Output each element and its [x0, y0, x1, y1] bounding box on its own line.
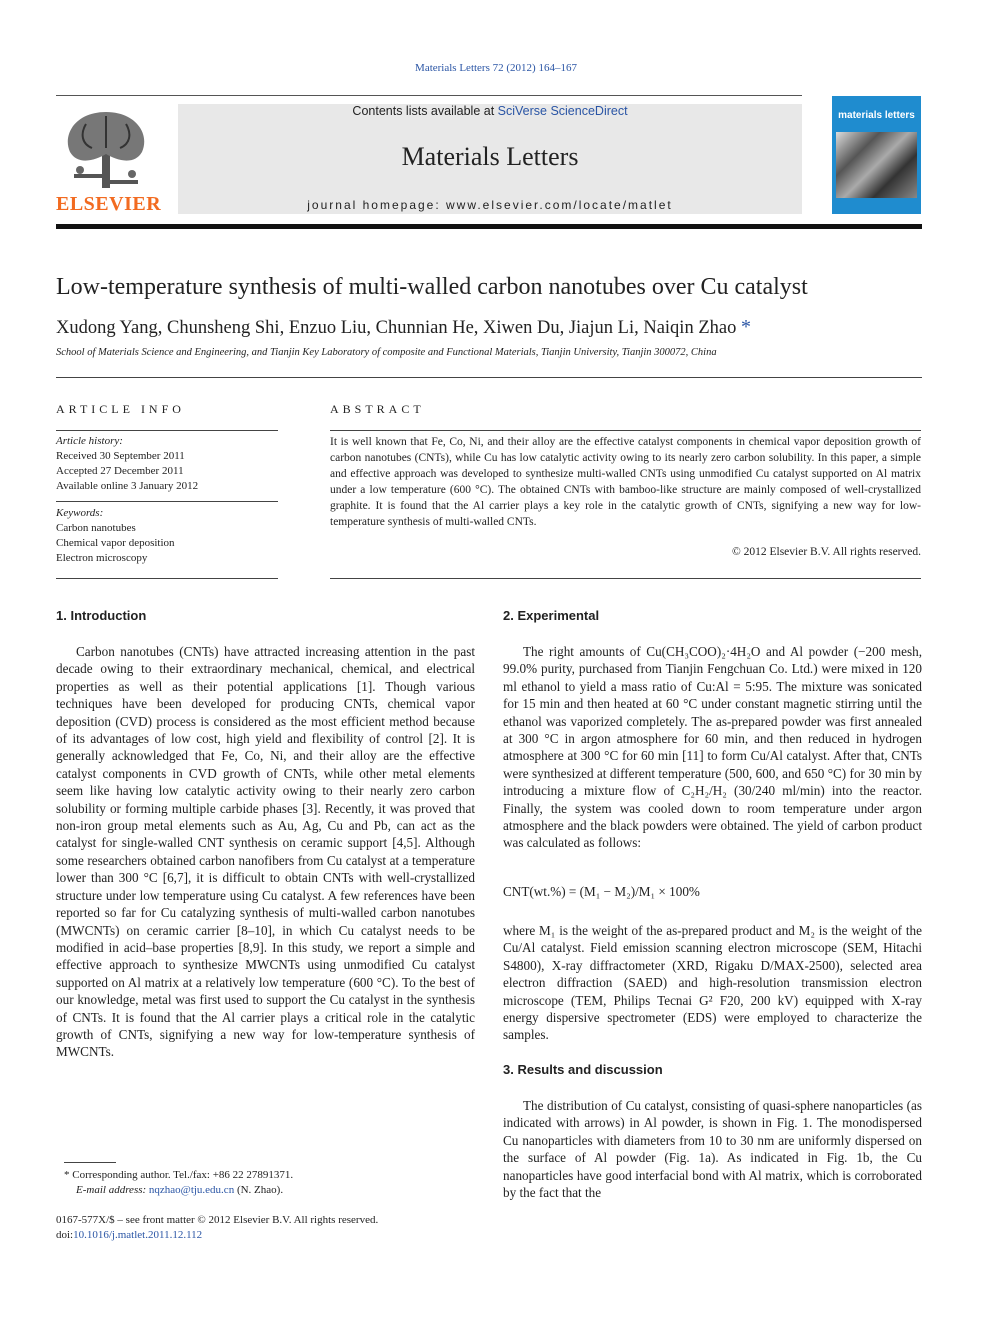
elsevier-logo[interactable] [56, 104, 162, 215]
doi-line [56, 1228, 378, 1243]
authors-text: Xudong Yang, Chunsheng Shi, Enzuo Liu, Chunnian He, Xiwen Du, Jiajun Li, Naiqin Zhao [56, 318, 737, 338]
accepted-date: Accepted 27 December 2011 [56, 465, 184, 477]
article-title: Low-temperature synthesis of multi-walled carbon nanotubes over Cu catalyst [56, 274, 808, 300]
journal-citation[interactable]: Materials Letters 72 (2012) 164–167 [415, 62, 577, 74]
keywords-rule [56, 501, 278, 502]
doi-link[interactable]: 10.1016/j.matlet.2011.12.112 [73, 1229, 203, 1241]
experimental-paragraph: The right amounts of Cu(CH₃COO)₂·4H₂O and Al powder (−200 mesh, 99.0% purity, purchased from Tianjin Fengchuan Co. Ltd.) were mixed in 120 ml ethanol to yield a mass ratio of Cu:Al = 5:95. The mixture was sonicated for 15 min and then heated at 60 °C under constant magnetic stirring until the ethanol was vaporized completely. The as-prepared powder was first annealed at 300 °C in argon atmosphere for 60 min, and then reduced in hydrogen atmosphere at 300 °C for 60 min [11] to form Cu/Al catalyst. After that, CNTs were synthesized at different temperature (500, 600, and 650 °C) for 30 min by introducing a mixture flow of C₂H₂/H₂ (30/240 ml/min) into the reactor. Finally, the system was cooled down to room temperature under argon atmosphere and the black powders were obtained. The yield of carbon product was calculated as follows: [503, 644, 922, 851]
corresponding-author-mark[interactable]: * [740, 316, 751, 338]
experimental-body-2 [503, 922, 922, 1044]
experimental-paragraph-2: where M₁ is the weight of the as-prepared product and M₂ is the weight of the Cu/Al catalyst. Field emission scanning electron microscope (SEM, Hitachi S4800), X-ray diffractometer (XRD, Rigaku D/MAX-2500), selected area electron diffraction (SAED) and high-resolution transmission electron microscope (TEM, Philips Tecnai G² F20, 200 kV) equipped with X-ray energy dispersive spectrometer (EDS) were employed to characterize the samples. [503, 923, 922, 1043]
abstract-top-rule [330, 430, 921, 431]
yield-equation: CNT(wt.%) = (M₁ − M₂)/M₁ × 100% [503, 884, 700, 899]
article-history [56, 434, 278, 494]
abstract-text: It is well known that Fe, Co, Ni, and their alloy are the effective catalyst components in chemical vapor deposition growth of carbon nanotubes (CNTs), while Cu has low catalytic activity owing to its nearly zero carbon solubility. In this paper, a simple and effective approach was developed to synthesize multi-walled CNTs using unmodified Cu catalyst supported on Al matrix under a low temperature (600 °C). The obtained CNTs with bamboo-like structure are mainly composed of well-crystallized graphite. It is found that the Al carrier plays a key role in the catalytic growth of CNTs, signifying a new way for low-temperature synthesis of multi-walled CNTs. [330, 436, 921, 528]
info-bottom-rule [56, 578, 278, 579]
journal-header-box [178, 104, 802, 214]
received-date: Received 30 September 2011 [56, 450, 185, 462]
header-bottom-rule [56, 224, 922, 229]
intro-heading: 1. Introduction [56, 608, 147, 623]
journal-homepage[interactable]: journal homepage: www.elsevier.com/locate/matlet [307, 198, 673, 212]
title-divider [56, 377, 922, 378]
intro-paragraph: Carbon nanotubes (CNTs) have attracted increasing attention in the past decade owing to their extraordinary mechanical, chemical, and electrical properties as well as their potential applications [1]. Though various techniques have been developed for producing CNTs, chemical vapor deposition (CVD) process is considered as the most efficient method because of its advantages of low cost, high yield and flexibility of control [2]. It is generally acknowledged that Fe, Co, Ni, and their alloy are the effective catalyst components in CVD growth of CNTs, while other metal elements seem like having low catalytic activity owing to their nearly zero carbon solubility or forming multiple carbide phases [3]. Recently, it was proved that non-iron group metal elements such as Au, Ag, Cu and Pb, can act as the catalyst for single-walled CNT synthesis on ceramic support [4,5]. Although some researchers obtained carbon nanofibers from Cu catalyst at a temperature lower than 300 °C [6,7], it is difficult to obtain CNTs with well-crystallized structure under low temperature using Cu catalyst. A few references have been reported so far for Cu catalyzing synthesis of multi-walled carbon nanotubes (MWCNTs) on ceramic carrier [8–10], in which Cu catalyst needs to be modified in acid–base properties [8,9]. In this study, we report a simple and effective approach to synthesize MWCNTs using unmodified Cu catalyst supported on Al matrix at a relatively low temperature (600 °C). To the best of our knowledge, metal was first used to support the Cu catalyst in the synthesis of CNTs. It is found that the Al carrier plays a critical role in the catalytic growth of CNTs, signifying a new way for low-temperature synthesis of MWCNTs. [56, 644, 475, 1060]
doi-label: doi: [56, 1229, 74, 1241]
issn-line: 0167-577X/$ – see front matter © 2012 Elsevier B.V. All rights reserved. [56, 1214, 379, 1226]
email-link[interactable]: nqzhao@tju.edu.cn [148, 1184, 235, 1196]
results-paragraph: The distribution of Cu catalyst, consisting of quasi-sphere nanoparticles (as indicated with arrows) in Al powder, is shown in Fig. 1. The monodispersed Cu nanoparticles with diameters from 10 to 30 nm are uniformly dispersed on the surface of Al powder (Fig. 1a). As indicated in Fig. 1b, the Cu nanoparticles have good interfacial bond with Al matrix, which is corroborated by the fact that the [503, 1098, 922, 1201]
front-matter [56, 1213, 378, 1243]
online-date: Available online 3 January 2012 [56, 480, 199, 492]
sciencedirect-link[interactable]: SciVerse ScienceDirect [497, 104, 628, 118]
history-label: Article history: [56, 435, 123, 447]
article-info-heading: ARTICLE INFO [56, 402, 185, 416]
corresponding-author-note: * Corresponding author. Tel./fax: +86 22 27891371. [64, 1169, 294, 1181]
email-line [56, 1183, 293, 1198]
abstract-heading: ABSTRACT [330, 402, 425, 416]
results-heading: 3. Results and discussion [503, 1062, 663, 1077]
email-suffix: (N. Zhao). [234, 1184, 284, 1196]
keyword-item: Electron microscopy [56, 552, 148, 564]
keywords-label: Keywords: [56, 507, 104, 519]
experimental-body [503, 643, 922, 852]
keywords [56, 506, 278, 566]
author-list [56, 316, 751, 339]
cover-image [836, 132, 917, 198]
contents-line [178, 104, 802, 118]
abstract-bottom-rule [330, 578, 921, 579]
journal-cover[interactable] [832, 96, 921, 214]
keyword-item: Chemical vapor deposition [56, 537, 175, 549]
email-label: E-mail address: [76, 1184, 149, 1196]
affiliation: School of Materials Science and Engineering, and Tianjin Key Laboratory of composite and Functional Materials, Tianjin University, Tianjin 300072, China [56, 347, 717, 358]
footnote [56, 1168, 293, 1198]
elsevier-wordmark: ELSEVIER [56, 193, 162, 215]
journal-title: Materials Letters [401, 142, 579, 171]
elsevier-tree-icon [56, 104, 156, 194]
intro-body [56, 643, 475, 1061]
experimental-heading: 2. Experimental [503, 608, 600, 623]
cover-title: materials letters [838, 110, 915, 121]
contents-prefix: Contents lists available at [352, 104, 498, 118]
keyword-item: Carbon nanotubes [56, 522, 136, 534]
results-body [503, 1097, 922, 1201]
article-info-rule [56, 430, 278, 431]
footnote-rule [64, 1162, 116, 1163]
abstract-copyright: © 2012 Elsevier B.V. All rights reserved. [732, 546, 921, 558]
header-top-rule [56, 95, 802, 96]
